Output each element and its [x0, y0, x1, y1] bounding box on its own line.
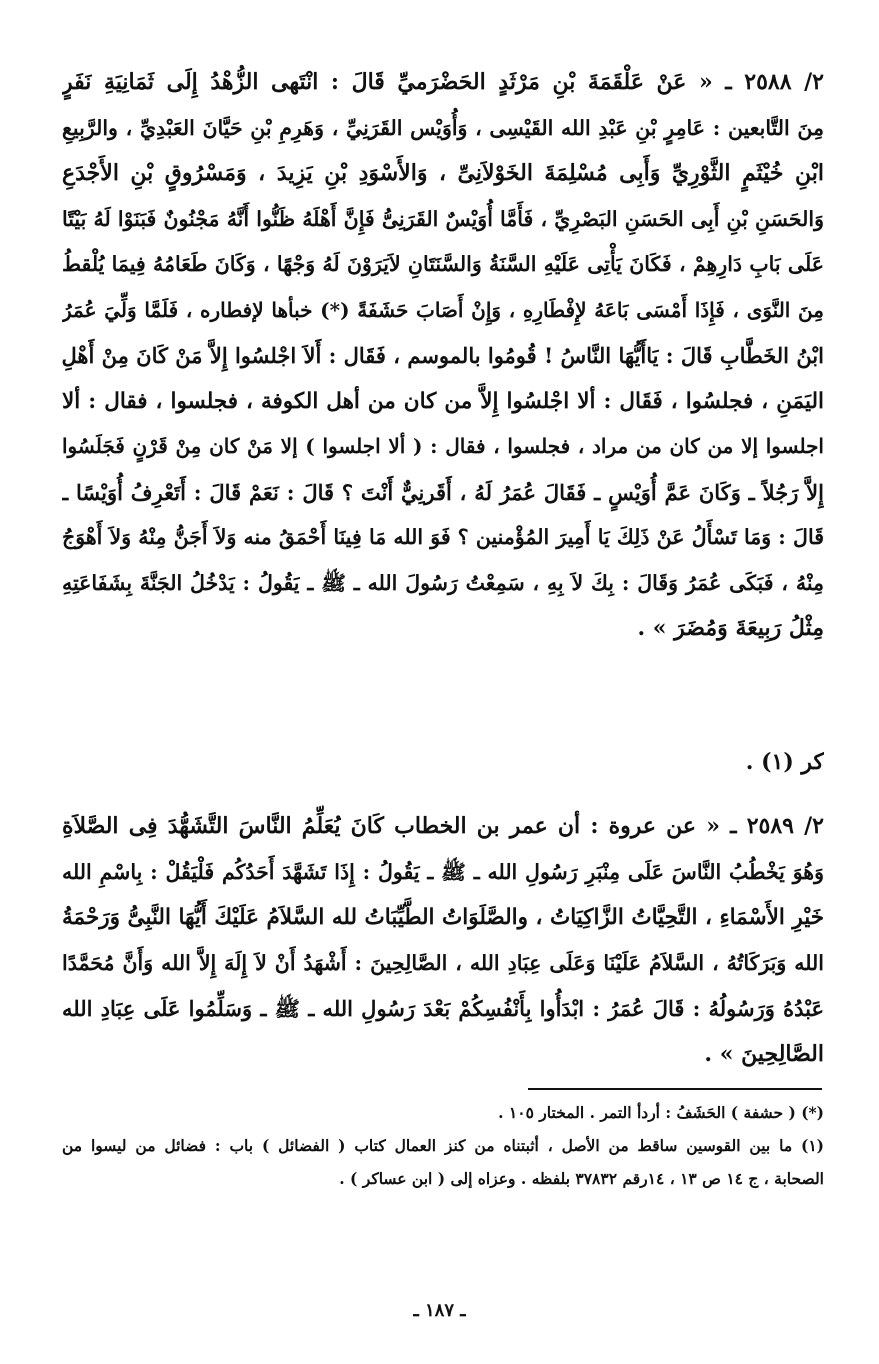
hadith-2589-line-5: عَبْدُهُ وَرَسُولُهُ : قَالَ عُمَرُ : ابْدَأُوا بِأَنْفُسِكُمْ بَعْدَ رَسُولِ الله ـ ﷺ ـ وَسَلِّمُوا عَلَى عِبَادِ الله [62, 996, 824, 1021]
footnotes [62, 1096, 824, 1195]
footnote-1-line-2: الصحابة ، ج ١٤ ص ١٣ ، ١٤رقم ٣٧٨٣٢ بلفظه . وعزاه إلى ( ابن عساكر ) . [339, 1169, 824, 1188]
hadith-2588-line-9: اجلسوا إلا من كان من مراد ، فجلسوا ، فقال : ( ألا اجلسوا ) إلا مَنْ كان مِنْ قَرْنٍ فَجَلَسُوا [62, 434, 824, 458]
hadith-2589 [62, 804, 824, 1077]
hadith-2588-line-6: مِنَ النَّوَى ، فَإِذَا أَمْسَى بَاعَهُ لإِفْطَارِهِ ، وَإِنْ أَصَابَ حَشَفَةً (*) خبأها لإفطاره ، فَلَمَّا وَلِّيَ عُمَرُ [62, 297, 824, 322]
footnote-star: (*) ( حشفة ) الحَشَفُ : أردأ التمر . المختار ١٠٥ . [498, 1103, 824, 1122]
hadith-2588-line-3: ابْنِ خُيْثَمٍ الثَّوْرِيِّ وَأَبِى مُسْلِمَةَ الخَوْلاَنِىِّ ، وَالأَسْوَدِ بْنِ يَزِيدَ ، وَمَسْرُوقٍ بْنِ الأَجْدَعِ [62, 160, 824, 186]
hadith-2588-line-13: مِثْلُ رَبِيعَةَ وَمُضَرَ » . [637, 615, 824, 641]
hadith-2589-line-6: الصَّالِحِينَ » . [704, 1040, 824, 1067]
hadith-2589-line-1: ٢/ ٢٥٨٩ ـ « عن عروة : أن عمر بن الخطاب كَانَ يُعَلِّمُ النَّاسَ التَّشَهُّدَ فِى الصَّلاَةِ [62, 813, 824, 839]
hadith-2588-line-5: عَلَى بَابِ دَارِهِمْ ، فَكَانَ يَأْتِى عَلَيْهِ السَّنَةُ وَالسَّنَتَانِ لاَيَرَوْنَ لَهُ وَجْهًا ، وَكَانَ طَعَامُهُ فِيمَا يُلْقطُ [62, 252, 824, 276]
hadith-2589-line-3: خَيْرِ الأَسْمَاءِ ، التَّحِيَّاتُ الزَّاكِيَاتُ ، والصَّلَوَاتُ الطَّيِّبَاتُ لله السَّلاَمُ عَلَيْكَ أَيُّهَا النَّبِىُّ وَرَحْمَةُ [62, 905, 824, 930]
hadith-2588-line-4: وَالحَسَنِ بْنِ أَبِى الحَسَنِ البَصْرِيِّ ، فَأَمَّا أُوَيْسٌ القَرَنِىُّ فَإِنَّ أَهْلَهُ ظَنُّوا أَنَّهُ مَجْنُونٌ فَبَنَوْا لَهُ بَيْتًا [62, 206, 824, 231]
source-reference: كر (١) . [745, 749, 824, 775]
hadith-2588 [62, 60, 824, 652]
hadith-2588-line-1: ٢/ ٢٥٨٨ ـ « عَنْ عَلْقَمَةَ بْنِ مَرْثَدٍ الحَضْرَميِّ قَالَ : انْتَهى الزُّهْدُ إِلَى ثَمَانِيَةِ نَفَرٍ [62, 69, 824, 95]
page-number: ـ ١٨٧ ـ [413, 1300, 466, 1321]
hadith-2588-line-8: اليَمَنِ ، فجلسُوا ، فَقَال : ألا اجْلسُوا إِلاَّ من كان من أهل الكوفة ، فجلسوا ، فقال : ألا [62, 388, 824, 414]
hadith-2589-line-2: وَهُوَ يَخْطُبُ النَّاسَ عَلَى مِنْبَرِ رَسُولِ الله ـ ﷺ ـ يَقُولُ : إِذَا تَشَهَّدَ أَحَدُكُم فَلْيَقُلْ : بِاسْمِ الله [62, 859, 824, 884]
footnote-1-line-1: (١) ما بين القوسين ساقط من الأصل ، أثبتناه من كنز العمال كتاب ( الفضائل ) باب : فضائل من ليسوا من [62, 1136, 824, 1155]
source-note [62, 740, 824, 786]
hadith-2589-line-4: الله وَبَرَكَاتُهُ ، السَّلاَمُ عَلَيْنَا وَعَلَى عِبَادِ الله ، الصَّالِحِينَ : أَشْهَدُ أَنْ لاَ إِلَهَ إِلاَّ الله وَأَنَّ مُحَمَّدًا [62, 950, 824, 975]
hadith-2588-line-2: مِنَ التَّابعين : عَامِرٍ بْنِ عَبْدِ الله القَيْسِى ، وَأُوَيْس القَرَنِيِّ ، وَهَرِمِ بْنِ حَيَّانَ العَبْدِيِّ ، والرَّبِيعِ [62, 115, 824, 140]
hadith-2588-line-10: إِلاَّ رَجُلاً ـ وَكَانَ عَمَّ أُوَيْسٍ ـ فَقَالَ عُمَرُ لَهُ ، أَقَرنِيٌّ أَنْتَ ؟ قَالَ : نَعَمْ قَالَ : أَتَعْرِفُ أُوَيْسًا ـ [62, 479, 824, 505]
hadith-2588-line-12: مِنْهُ ، فَبَكَى عُمَرُ وَقَالَ : بِكَ لاَ بِهِ ، سَمِعْتُ رَسُولَ الله ـ ﷺ ـ يَقُولُ : يَدْخُلُ الجَنَّةَ بِشَفَاعَتِهِ [62, 570, 824, 595]
footnote-divider [528, 1088, 822, 1090]
hadith-2588-line-7: ابْنُ الخَطَّابِ قَالَ : يَاأَيُّهَا النَّاسُ ! قُومُوا بالموسم ، فَقَال : أَلاَ اجْلسُوا إِلاَّ مَنْ كَانَ مِنْ أَهْلِ [62, 343, 824, 368]
hadith-2588-line-11: قَالَ : وَمَا تَسْأَلُ عَنْ ذَلِكَ يَا أَمِيرَ المُؤْمنين ؟ فَوَ الله مَا فِينَا أَحْمَقُ منه وَلاَ أَجَنُّ مِنْهُ وَلاَ أَهْوَجُ [62, 525, 824, 549]
